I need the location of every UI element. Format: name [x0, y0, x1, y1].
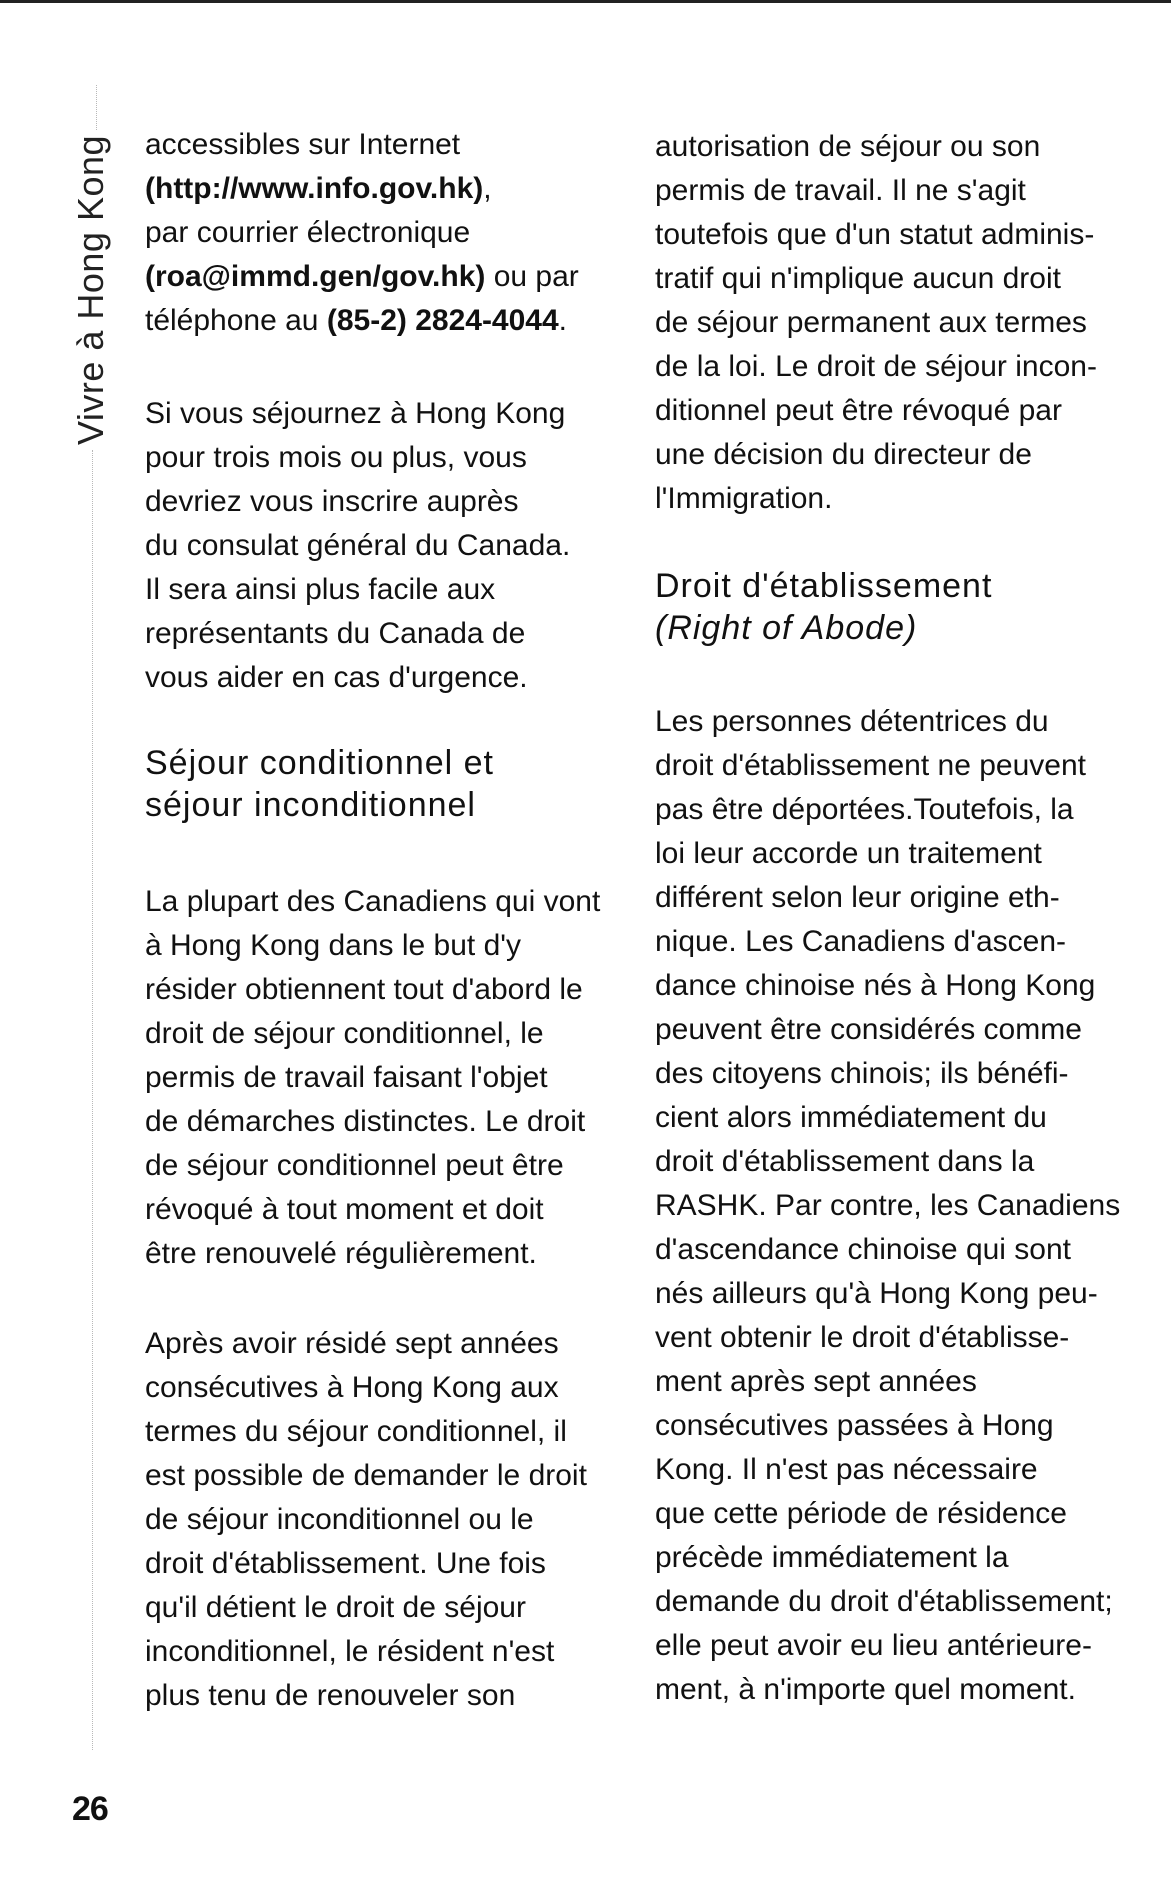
top-border-rule: [0, 0, 1171, 3]
section-heading-stay: [145, 742, 615, 826]
registration-paragraph: Si vous séjournez à Hong Kong pour trois mois ou plus, vous devriez vous inscrire auprès du consulat général du Canada. Il sera ainsi plus facile aux représentants du Canada de vous aider en cas d'urgence.: [145, 397, 571, 694]
margin-dotted-line: [92, 450, 93, 1750]
section-heading-abode-line2: (Right of Abode): [655, 609, 918, 647]
section-heading-stay-line2: séjour inconditionnel: [145, 786, 476, 824]
section-heading-abode: [655, 565, 1135, 649]
section-heading-abode-line1: Droit d'établissement: [655, 567, 993, 605]
continuation-paragraph: autorisation de séjour ou son permis de travail. Il ne s'agit toutefois que d'un statut adminis- tratif qui n'implique aucun droit de séjour permanent aux termes de la loi. Le droit de séjour incon- ditionnel peut être révoqué par une décision du directeur de l'Immigration.: [655, 130, 1097, 515]
unconditional-stay-paragraph: Après avoir résidé sept années consécutives à Hong Kong aux termes du séjour conditionnel, il est possible de demander le droit de séjour inconditionnel ou le droit d'établissement. Une fois qu'il détient le droit de séjour inconditionnel, le résident n'est plus tenu de renouveler son: [145, 1327, 587, 1712]
contact-paragraph: [145, 123, 615, 343]
contact-email-lead: , par courrier électronique: [145, 172, 492, 249]
email-address: (roa@immd.gen/gov.hk): [145, 260, 486, 293]
contact-end-period: .: [558, 304, 568, 337]
contact-phone-lead: ou par téléphone au: [145, 260, 579, 337]
margin-dotted-marks: [96, 85, 105, 130]
page-number: 26: [72, 1790, 108, 1828]
contact-intro-text: accessibles sur Internet: [145, 128, 461, 161]
phone-number: (85-2) 2824-4044: [326, 304, 559, 337]
section-heading-stay-line1: Séjour conditionnel et: [145, 744, 495, 782]
running-side-title: Vivre à Hong Kong: [70, 134, 111, 445]
right-of-abode-paragraph: Les personnes détentrices du droit d'établissement ne peuvent pas être déportées.Toutefois, la loi leur accorde un traitement différent selon leur origine eth- nique. Les Canadiens d'ascen- dance chinoise nés à Hong Kong peuvent être considérés comme des citoyens chinois; ils bénéfi- cient alors immédiatement du droit d'établissement dans la RASHK. Par contre, les Canadiens d'ascendance chinoise qui sont nés ailleurs qu'à Hong Kong peu- vent obtenir le droit d'établisse- ment après sept années consécutives passées à Hong Kong. Il n'est pas nécessaire que cette période de résidence précède immédiatement la demande du droit d'établissement; elle peut avoir eu lieu antérieure- ment, à n'importe quel moment.: [655, 705, 1121, 1706]
conditional-stay-paragraph: La plupart des Canadiens qui vont à Hong Kong dans le but d'y résider obtiennent tout d'abord le droit de séjour conditionnel, le permis de travail faisant l'objet de démarches distinctes. Le droit de séjour conditionnel peut être révoqué à tout moment et doit être renouvelé régulièrement.: [145, 885, 601, 1270]
website-url: (http://www.info.gov.hk): [145, 172, 484, 205]
